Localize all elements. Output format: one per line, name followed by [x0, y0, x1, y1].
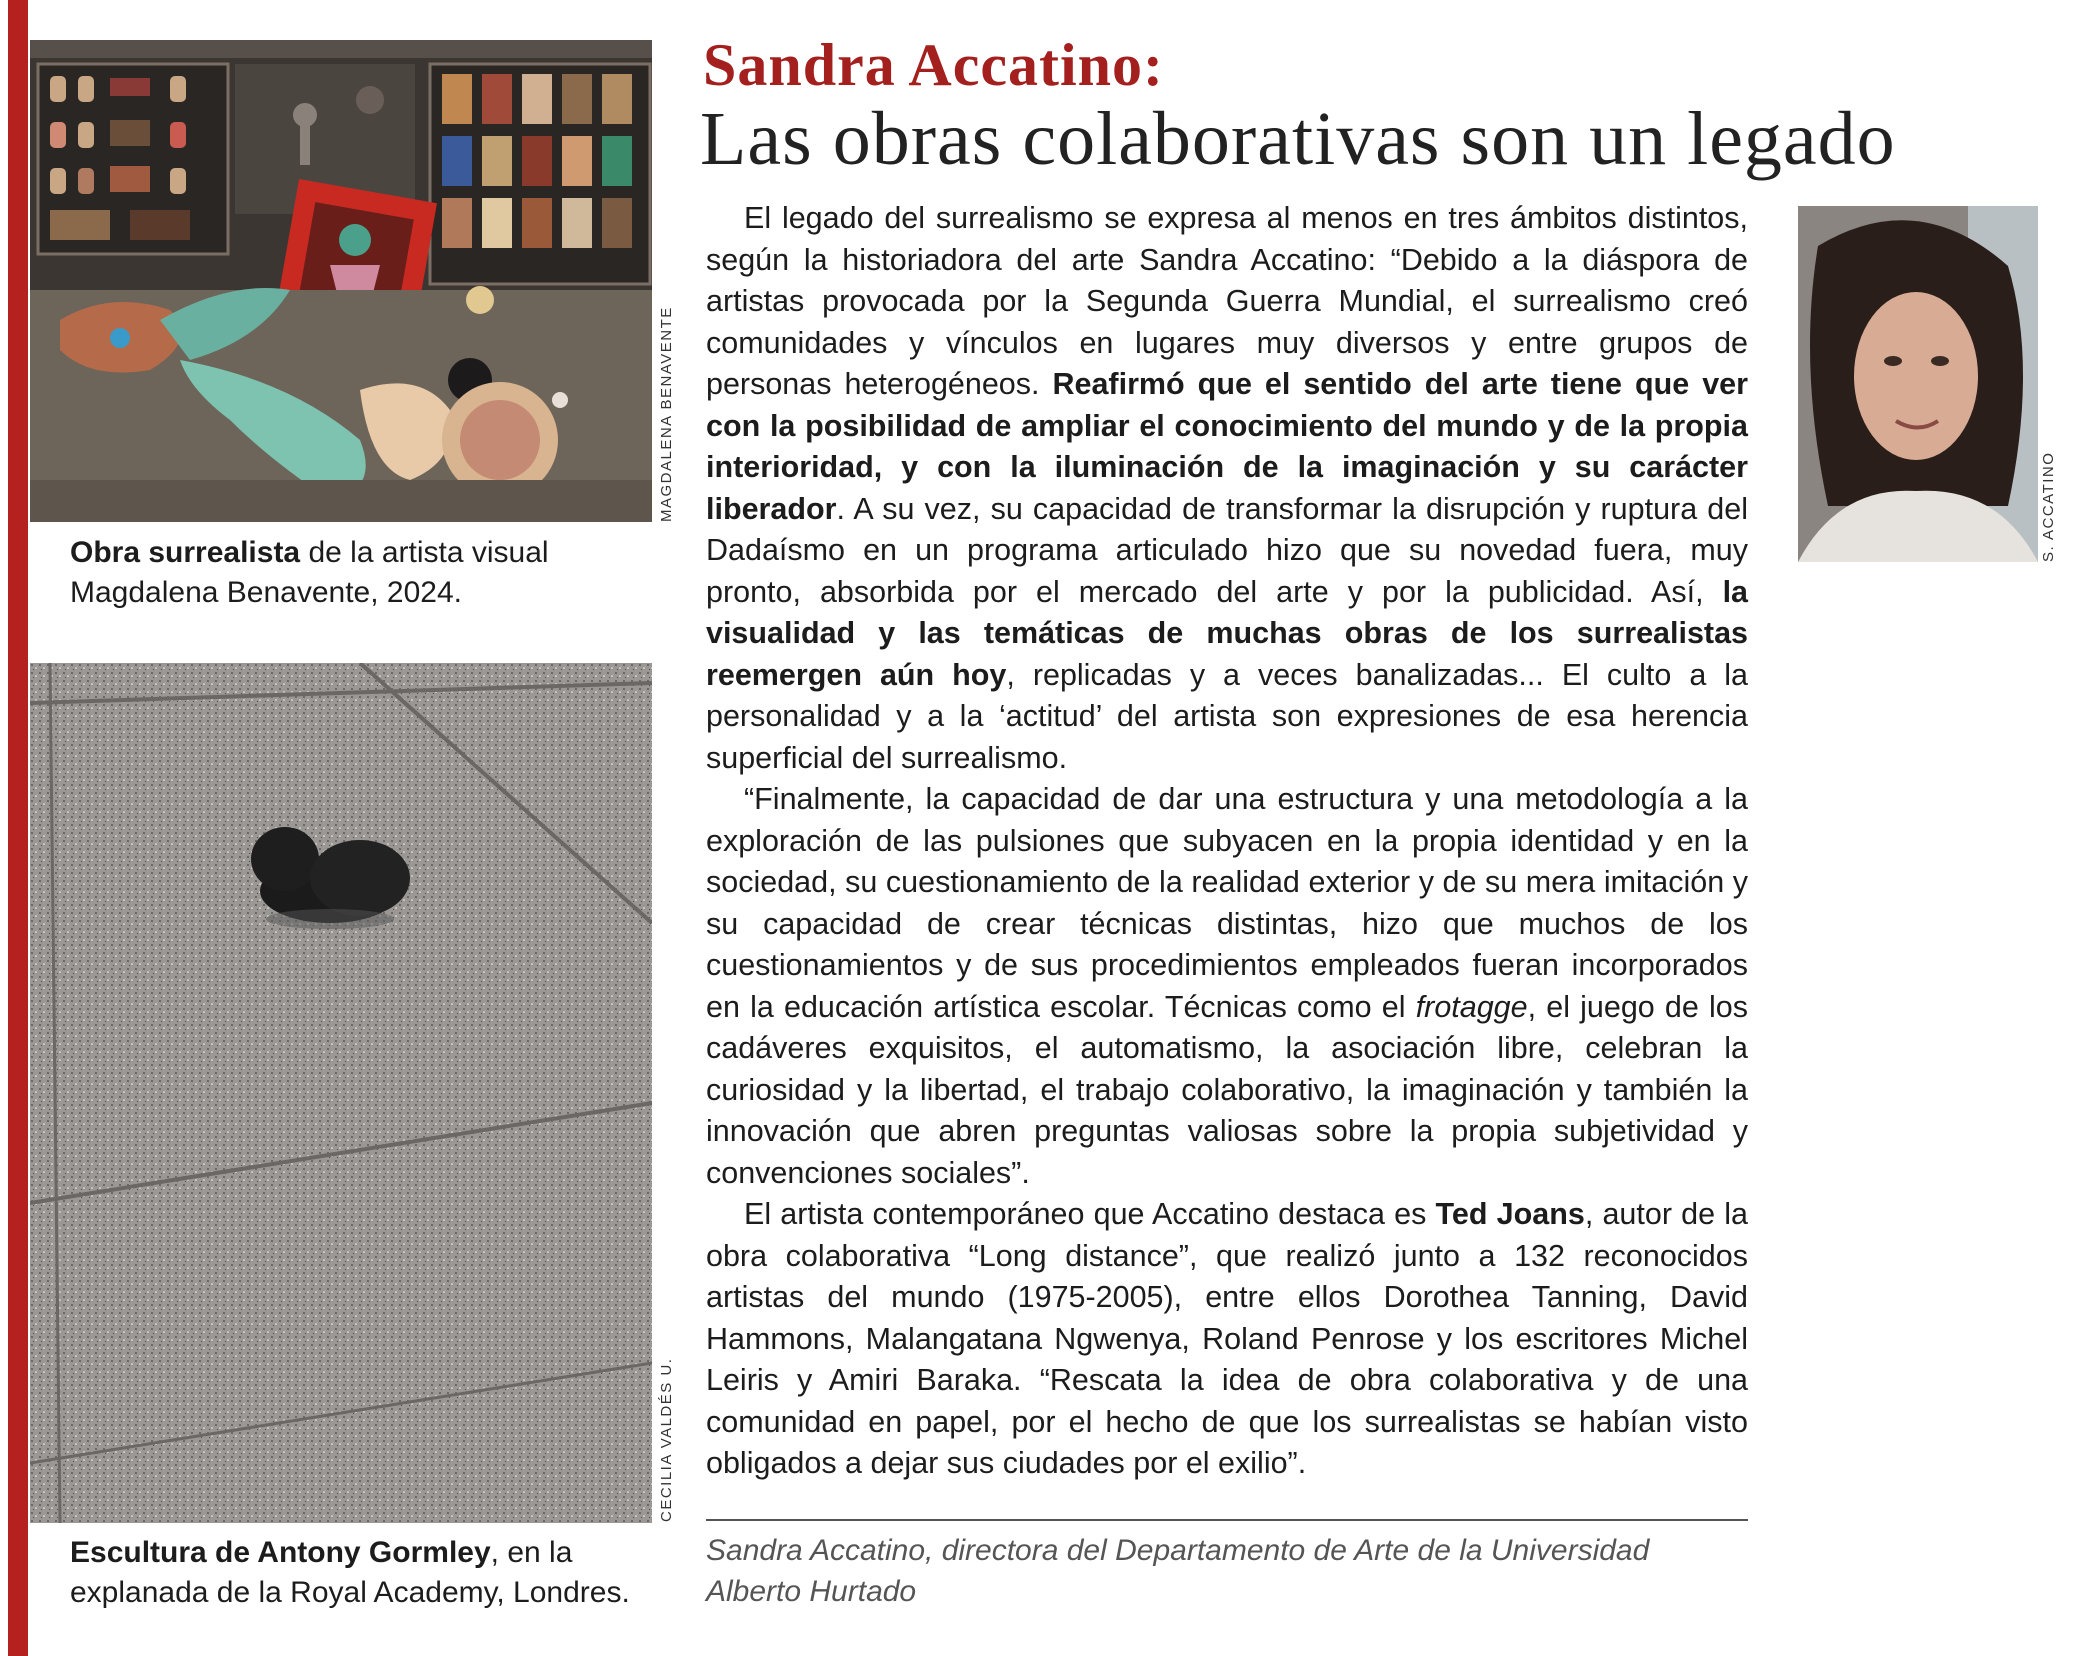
article-p1-text-c: . A su vez, su capacidad de transformar la disrupción y ruptura del Dadaísmo en un programa articulado hizo que su novedad fuera, muy pronto, absorbida por el mercado del arte y por la publicidad. Así, — [706, 491, 1748, 609]
headline-title: Las obras colaborativas son un legado — [700, 97, 1896, 181]
article-p3-text-c: , autor de la obra colaborativa “Long distance”, que realizó junto a 132 reconocidos artistas del mundo (1975-2005), entre ellos Dorothea Tanning, David Hammons, Malangatana Ngwenya, Roland Penrose y los escritores Michel Leiris y Amiri Baraka. “Rescata la idea de obra colaborativa y de una comunidad en papel, por el hecho de que los surrealistas se habían visto obligados a dejar sus ciudades por el exilio”. — [706, 1197, 1748, 1480]
section-accent-bar — [8, 0, 28, 1656]
sculpture-caption-text: , en la explanada de la Royal Academy, Londres. — [70, 1536, 630, 1609]
portrait-photo-credit: S. ACCATINO — [2040, 451, 2057, 562]
sculpture-photo-credit: CECILIA VALDÉS U. — [658, 1357, 675, 1522]
article-p2-text-a: “Finalmente, la capacidad de dar una estructura y una metodología a la exploración de las pulsiones que subyacen en la propia identidad y en la sociedad, su cuestionamiento de la realidad exterior y de su mera imitación y su capacidad de crear técnicas distintas, hizo que muchos de los cuestionamientos y de sus procedimientos empleados fueran incorporados en la educación artística escolar. Técnicas como el — [706, 782, 1748, 1024]
article-p1-text-e: , replicadas y a veces banalizadas... El culto a la personalidad y a la ‘actitud’ del artista son expresiones de esa herencia superficial del surrealismo. — [706, 657, 1748, 775]
article-p1-text-a: El legado del surrealismo se expresa al menos en tres ámbitos distintos, según la historiadora del arte Sandra Accatino: “Debido a la diáspora de artistas provocada por la Segunda Guerra Mundial, el surrealismo creó comunidades y vínculos en lugares muy diversos y entre grupos de personas heterogéneos. — [706, 201, 1748, 401]
byline: Sandra Accatino, directora del Departamento de Arte de la Universidad Alberto Hurtado — [706, 1534, 1650, 1608]
article-paragraph-3 — [706, 1194, 1748, 1485]
artwork-caption-text: de la artista visual Magdalena Benavente, 2024. — [70, 536, 549, 609]
sculpture-caption — [70, 1533, 652, 1613]
article-body-top — [706, 198, 1748, 1485]
byline-divider — [706, 1519, 1748, 1521]
article-p1-bold-b: Reafirmó que el sentido del arte tiene que ver con la posibilidad de ampliar el conocimiento del mundo y de la propia interioridad, y con la iluminación de la imaginación y su carácter liberador — [706, 367, 1748, 526]
headline-kicker: Sandra Accatino: — [703, 32, 1165, 98]
article-p3-bold-b: Ted Joans — [1435, 1197, 1585, 1231]
article-p2-italic-b: frotagge — [1415, 989, 1528, 1024]
article-p2-text-c: , el juego de los cadáveres exquisitos, el automatismo, la asociación libre, celebran la curiosidad y la libertad, el trabajo colaborativo, la imaginación y también la innovación que abren preguntas valiosas sobre la propia subjetividad y convenciones sociales”. — [706, 989, 1748, 1190]
sculpture-caption-bold: Escultura de Antony Gormley — [70, 1536, 491, 1569]
artwork-caption-bold: Obra surrealista — [70, 536, 301, 569]
article-p1-bold-d: la visualidad y las temáticas de muchas obras de los surrealistas reemergen aún hoy — [706, 574, 1748, 692]
artwork-photo — [30, 40, 652, 522]
artwork-caption — [70, 533, 652, 613]
artwork-photo-credit: MAGDALENA BENAVENTE — [658, 306, 675, 522]
article-paragraph-2 — [706, 779, 1748, 1194]
sculpture-photo — [30, 663, 652, 1523]
article-paragraph-1 — [706, 198, 1748, 779]
portrait-photo — [1798, 206, 2038, 562]
article-p3-text-a: El artista contemporáneo que Accatino destaca es — [744, 1197, 1436, 1231]
